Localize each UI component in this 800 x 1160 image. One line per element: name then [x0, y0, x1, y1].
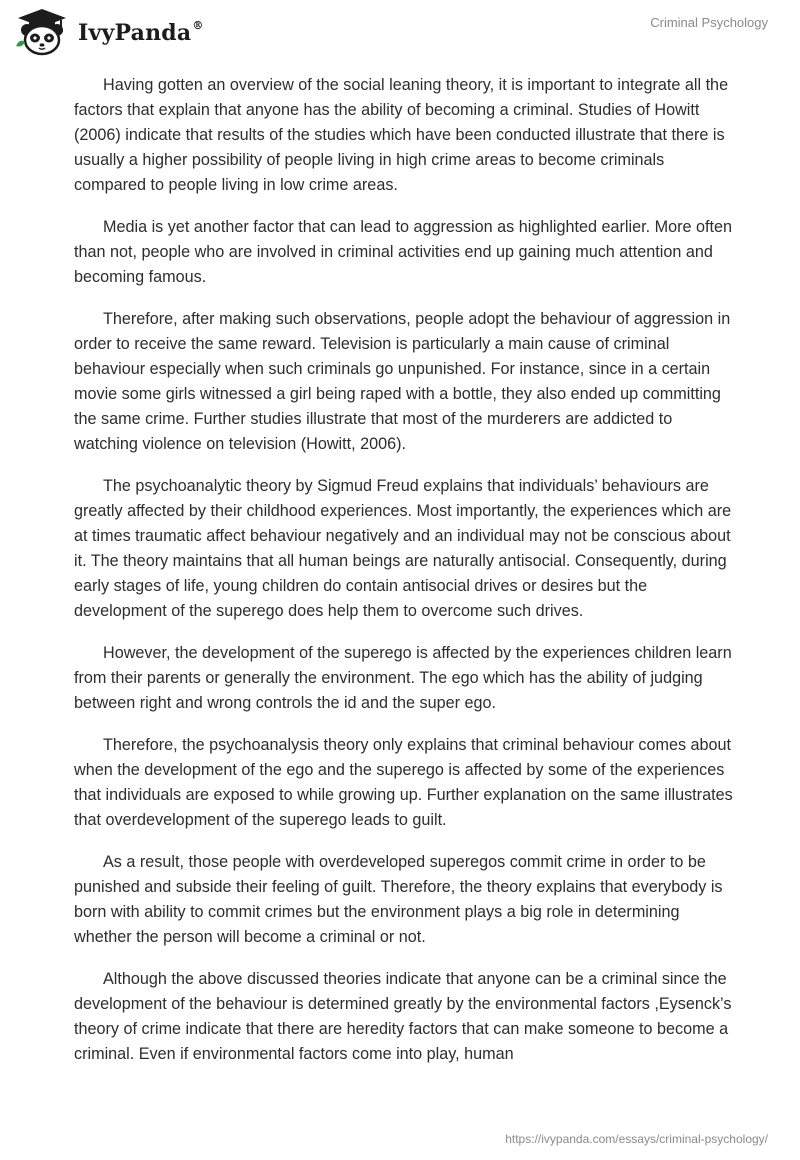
source-url[interactable]: https://ivypanda.com/essays/criminal-psychology/ — [505, 1132, 768, 1146]
paragraph: The psychoanalytic theory by Sigmud Freud explains that individuals’ behaviours are greatly affected by their childhood experiences. Most importantly, the experiences which are at times traumatic affect behaviour negatively and an individual may not be conscious about it. The theory maintains that all human beings are naturally antisocial. Consequently, during early stages of life, young children do contain antisocial drives or desires but the development of the superego does help them to overcome such drives. — [74, 477, 732, 620]
brand-name: IvyPanda® — [78, 18, 204, 46]
registered-mark: ® — [192, 18, 204, 32]
paragraph: Although the above discussed theories indicate that anyone can be a criminal since the development of the behaviour is determined greatly by the environmental factors ,Eysenck’s theory of crime indicate that there are heredity factors that can make someone to become a criminal. Even if environmental factors come into play, human — [74, 970, 732, 1063]
paragraph: Media is yet another factor that can lead to aggression as highlighted earlier. More often than not, people who are involved in criminal activities end up gaining much attention and becoming famous. — [74, 218, 732, 286]
brand-logo[interactable] — [14, 8, 204, 56]
page-header — [0, 0, 800, 64]
panda-graduate-icon — [14, 8, 70, 56]
essay-body — [74, 73, 734, 1084]
document-title: Criminal Psychology — [650, 15, 768, 30]
paragraph: As a result, those people with overdeveloped superegos commit crime in order to be punished and subside their feeling of guilt. Therefore, the theory explains that everybody is born with ability to commit crimes but the environment plays a big role in determining whether the person will become a criminal or not. — [74, 853, 723, 946]
paragraph: Therefore, after making such observations, people adopt the behaviour of aggression in order to receive the same reward. Television is particularly a main cause of criminal behaviour especially when such criminals go unpunished. For instance, since in a certain movie some girls witnessed a girl being raped with a bottle, they also ended up committing the same crime. Further studies illustrate that most of the murderers are addicted to watching violence on television (Howitt, 2006). — [74, 310, 731, 453]
paragraph: Having gotten an overview of the social leaning theory, it is important to integrate all the factors that explain that anyone has the ability of becoming a criminal. Studies of Howitt (2006) indicate that results of the studies which have been conducted illustrate that there is usually a higher possibility of people living in high crime areas to become criminals compared to people living in low crime areas. — [74, 76, 729, 194]
paragraph: However, the development of the superego is affected by the experiences children learn from their parents or generally the environment. The ego which has the ability of judging between right and wrong controls the id and the super ego. — [74, 644, 732, 712]
paragraph: Therefore, the psychoanalysis theory only explains that criminal behaviour comes about when the development of the ego and the superego is affected by some of the experiences that individuals are exposed to while growing up. Further explanation on the same illustrates that overdevelopment of the superego leads to guilt. — [74, 736, 733, 829]
